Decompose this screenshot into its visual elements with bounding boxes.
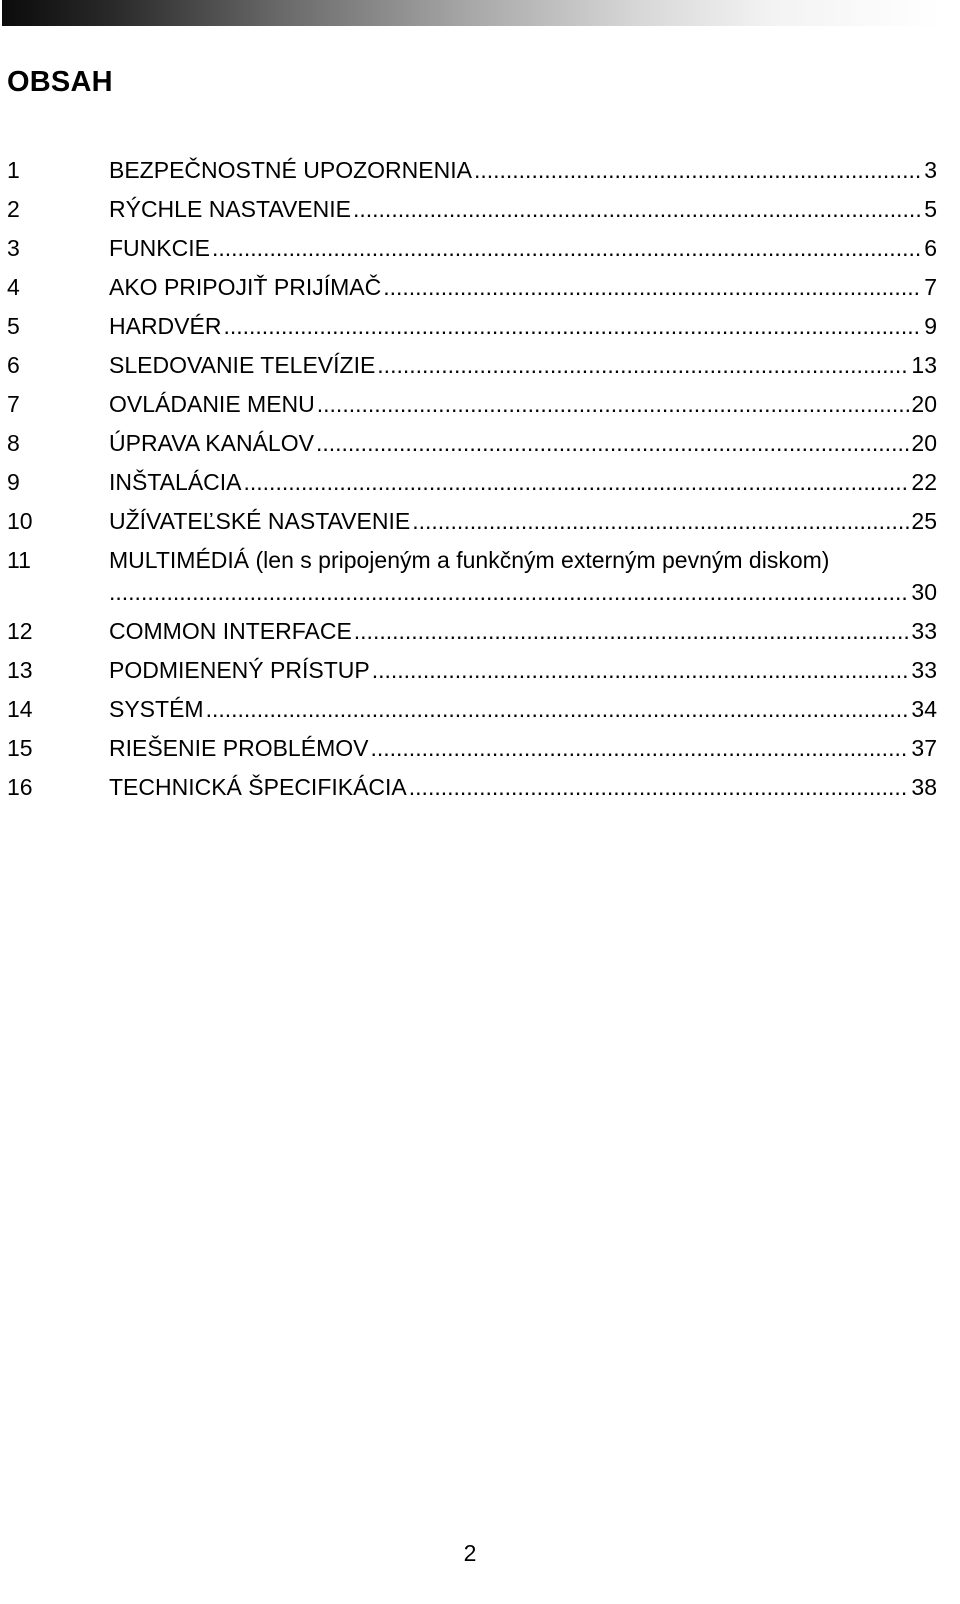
page-number: 2	[463, 1540, 477, 1566]
toc-entry-title: INŠTALÁCIA	[109, 469, 242, 495]
toc-entry-number: 3	[7, 235, 20, 261]
toc-entry-title: PODMIENENÝ PRÍSTUP	[109, 657, 370, 683]
toc-entry-page: 9	[924, 313, 937, 339]
toc-leader-dots	[474, 151, 922, 190]
toc-entry-page: 3	[924, 157, 937, 183]
toc-entry-title: TECHNICKÁ ŠPECIFIKÁCIA	[109, 774, 407, 800]
toc-entry-number: 1	[7, 157, 20, 183]
toc-entry[interactable]	[7, 690, 937, 729]
toc-leader-dots	[412, 502, 909, 541]
toc-leader-dots	[109, 573, 909, 612]
toc-entry-title: ÚPRAVA KANÁLOV	[109, 430, 314, 456]
toc-entry-number: 9	[7, 469, 20, 495]
toc-entry-number: 16	[7, 774, 33, 800]
toc-entry-number: 12	[7, 618, 33, 644]
toc-leader-dots	[370, 729, 909, 768]
toc-entry-title: COMMON INTERFACE	[109, 618, 352, 644]
toc-entry-title: HARDVÉR	[109, 313, 222, 339]
toc-entry-title: SYSTÉM	[109, 696, 204, 722]
toc-leader-dots	[372, 651, 910, 690]
toc-entry[interactable]	[7, 768, 937, 807]
toc-entry-number: 14	[7, 696, 33, 722]
toc-entry-title: AKO PRIPOJIŤ PRIJÍMAČ	[109, 274, 382, 300]
toc-entry-title: FUNKCIE	[109, 235, 210, 261]
toc-leader-dots	[206, 690, 910, 729]
toc-entry-number: 8	[7, 430, 20, 456]
toc-entry-page: 20	[911, 391, 937, 417]
toc-entry[interactable]	[7, 729, 937, 768]
toc-leader-dots	[212, 229, 922, 268]
toc-entry[interactable]	[7, 541, 937, 612]
toc-entry-number: 7	[7, 391, 20, 417]
toc-entry-number: 10	[7, 508, 33, 534]
toc-entry-number: 13	[7, 657, 33, 683]
toc-entry-page: 6	[924, 235, 937, 261]
toc-entry[interactable]	[7, 268, 937, 307]
toc-entry-page: 30	[911, 579, 937, 605]
toc-entry-number: 2	[7, 196, 20, 222]
toc-entry-title: SLEDOVANIE TELEVÍZIE	[109, 352, 376, 378]
toc-entry-page: 22	[911, 469, 937, 495]
toc-entry-page: 5	[924, 196, 937, 222]
toc-entry-page: 25	[911, 508, 937, 534]
toc-entry-title: UŽÍVATEĽSKÉ NASTAVENIE	[109, 508, 411, 534]
toc-leader-dots	[223, 307, 922, 346]
toc-leader-dots	[377, 346, 909, 385]
toc-entry[interactable]	[7, 424, 937, 463]
toc-entry[interactable]	[7, 385, 937, 424]
toc-entry-page: 38	[911, 774, 937, 800]
toc-leader-dots	[353, 190, 922, 229]
toc-entry-number: 6	[7, 352, 20, 378]
toc-entry[interactable]	[7, 346, 937, 385]
toc-entry[interactable]	[7, 151, 937, 190]
page-title: OBSAH	[7, 66, 113, 98]
toc-leader-dots	[317, 385, 910, 424]
toc-leader-dots	[354, 612, 910, 651]
toc-entry[interactable]	[7, 463, 937, 502]
toc-entry-page: 37	[911, 735, 937, 761]
toc-entry-number: 4	[7, 274, 20, 300]
table-of-contents	[7, 151, 937, 807]
toc-entry[interactable]	[7, 612, 937, 651]
toc-leader-dots	[316, 424, 909, 463]
toc-leader-dots	[409, 768, 910, 807]
toc-entry-page: 34	[911, 696, 937, 722]
toc-entry-page: 33	[911, 657, 937, 683]
toc-entry-title: BEZPEČNOSTNÉ UPOZORNENIA	[109, 157, 472, 183]
toc-entry-title: RIEŠENIE PROBLÉMOV	[109, 735, 369, 761]
toc-entry-page: 20	[911, 430, 937, 456]
toc-entry[interactable]	[7, 651, 937, 690]
toc-entry-page: 13	[911, 352, 937, 378]
toc-entry-number: 5	[7, 313, 20, 339]
toc-entry-number: 11	[7, 547, 31, 573]
toc-leader-dots	[244, 463, 910, 502]
toc-entry-page: 33	[911, 618, 937, 644]
toc-entry-number: 15	[7, 735, 33, 761]
header-gradient-bar	[2, 0, 942, 26]
toc-entry-title-text: MULTIMÉDIÁ (len s pripojeným a funkčným externým pevným diskom)	[109, 547, 830, 573]
toc-entry-title: RÝCHLE NASTAVENIE	[109, 196, 351, 222]
toc-leader-dots	[383, 268, 922, 307]
toc-entry[interactable]	[7, 307, 937, 346]
toc-entry-title: OVLÁDANIE MENU	[109, 391, 315, 417]
toc-entry[interactable]	[7, 190, 937, 229]
toc-entry[interactable]	[7, 502, 937, 541]
toc-entry-page: 7	[924, 274, 937, 300]
toc-entry[interactable]	[7, 229, 937, 268]
